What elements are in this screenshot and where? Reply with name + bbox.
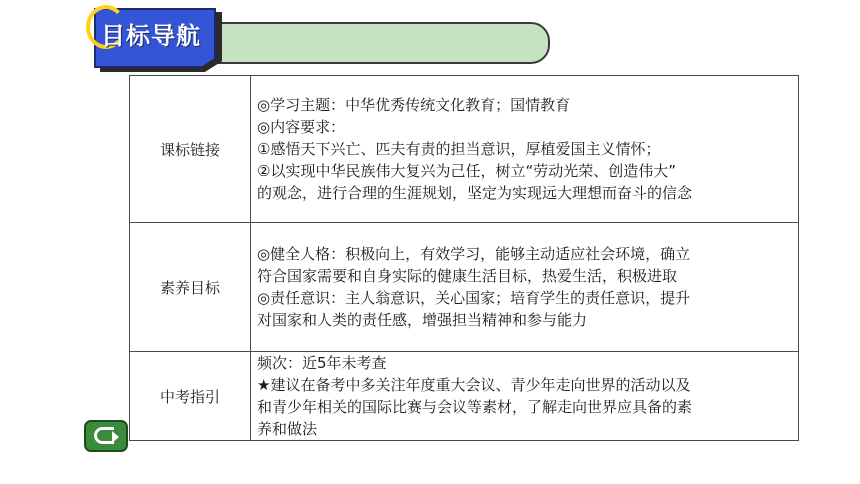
return-arrow-icon[interactable] [84,420,128,452]
content-line: ◎内容要求： [257,118,346,136]
content-line: 对国家和人类的责任感，增强担当精神和参与能力 [257,311,588,329]
page-title: 目标导航 [101,22,201,50]
table-row [130,223,799,352]
content-line: 的观念，进行合理的生涯规划，坚定为实现远大理想而奋斗的信念 [257,184,693,202]
content-line: ①感悟天下兴亡、匹夫有责的担当意识，厚植爱国主义情怀； [257,140,661,158]
goal-table [129,75,799,441]
content-line: ②以实现中华民族伟大复兴为己任，树立“劳动光荣、创造伟大” [257,162,676,180]
row-content [251,223,799,352]
row-content [251,76,799,223]
content-line: 养和做法 [257,420,318,438]
content-line: 频次：近5年未考查 [257,354,387,372]
content-line: ◎健全人格：积极向上，有效学习，能够主动适应社会环境，确立 [257,245,691,263]
content-line: ◎责任意识：主人翁意识，关心国家；培育学生的责任意识，提升 [257,289,691,307]
table-row [130,352,799,441]
header-bar [178,22,550,64]
content-line: ◎学习主题：中华优秀传统文化教育；国情教育 [257,96,571,114]
content-line: ★建议在备考中多关注年度重大会议、青少年走向世界的活动以及 [257,376,691,394]
row-content [251,352,799,441]
row-label: 课标链接 [130,76,251,223]
content-line: 和青少年相关的国际比赛与会议等素材，了解走向世界应具备的素 [257,398,693,416]
table-row [130,76,799,223]
row-label: 素养目标 [130,223,251,352]
content-line: 符合国家需要和自身实际的健康生活目标，热爱生活，积极进取 [257,267,678,285]
row-label: 中考指引 [130,352,251,441]
